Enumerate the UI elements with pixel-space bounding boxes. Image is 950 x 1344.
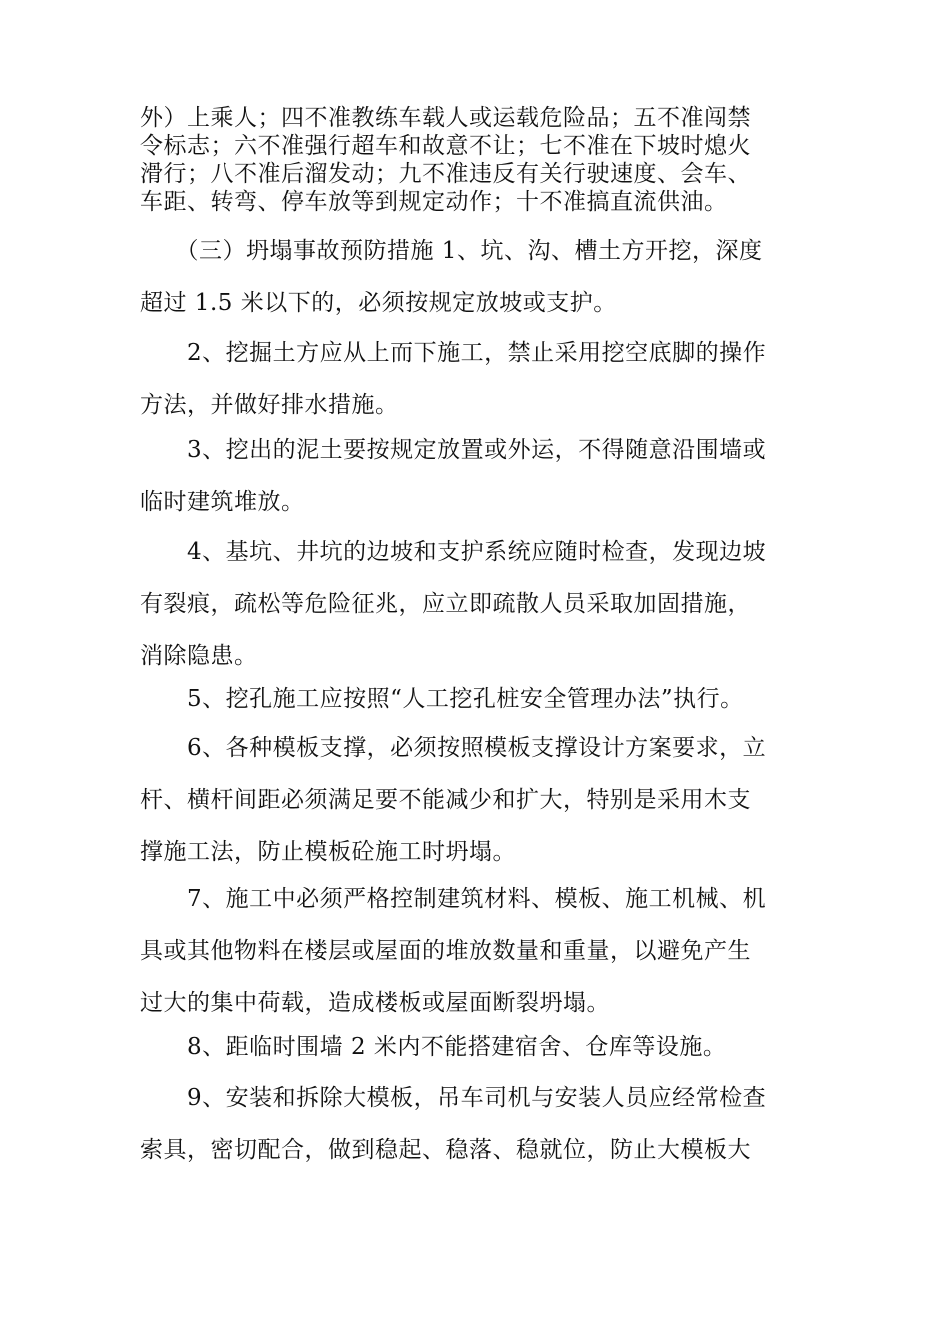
text-line: 外）上乘人；四不准教练车载人或运载危险品；五不准闯禁 xyxy=(140,105,751,131)
text-line: 令标志；六不准强行超车和故意不让；七不准在下坡时熄火 xyxy=(140,133,751,159)
paragraph-item-9 xyxy=(140,1072,830,1176)
text-line: （三）坍塌事故预防措施 1、坑、沟、槽土方开挖，深度 xyxy=(140,238,763,264)
paragraph-item-2 xyxy=(140,327,830,431)
text-line: 3、挖出的泥土要按规定放置或外运，不得随意沿围墙或 xyxy=(140,437,767,463)
paragraph-item-3 xyxy=(140,424,830,528)
continued-paragraph xyxy=(140,104,830,216)
text-line: 车距、转弯、停车放等到规定动作；十不准搞直流供油。 xyxy=(140,189,728,215)
text-line: 2、挖掘土方应从上而下施工，禁止采用挖空底脚的操作 xyxy=(140,340,767,366)
text-line: 杆、横杆间距必须满足要不能减少和扩大，特别是采用木支 xyxy=(140,787,751,813)
text-line: 6、各种模板支撑，必须按照模板支撑设计方案要求，立 xyxy=(140,735,767,761)
paragraph-item-7 xyxy=(140,873,830,1029)
paragraph-item-8 xyxy=(140,1021,830,1073)
text-line: 方法，并做好排水措施。 xyxy=(140,392,399,418)
text-line: 具或其他物料在楼层或屋面的堆放数量和重量，以避免产生 xyxy=(140,938,751,964)
text-line: 滑行；八不准后溜发动；九不准违反有关行驶速度、会车、 xyxy=(140,161,751,187)
text-line: 超过 1.5 米以下的，必须按规定放坡或支护。 xyxy=(140,290,617,316)
text-line: 消除隐患。 xyxy=(140,643,258,669)
text-line: 索具，密切配合，做到稳起、稳落、稳就位，防止大模板大 xyxy=(140,1137,751,1163)
text-line: 8、距临时围墙 2 米内不能搭建宿舍、仓库等设施。 xyxy=(140,1034,727,1060)
text-line: 撑施工法，防止模板砼施工时坍塌。 xyxy=(140,839,516,865)
text-line: 5、挖孔施工应按照“人工挖孔桩安全管理办法”执行。 xyxy=(140,686,744,712)
text-line: 过大的集中荷载，造成楼板或屋面断裂坍塌。 xyxy=(140,990,610,1016)
paragraph-item-4 xyxy=(140,526,830,682)
text-line: 9、安装和拆除大模板，吊车司机与安装人员应经常检查 xyxy=(140,1085,767,1111)
text-line: 4、基坑、井坑的边坡和支护系统应随时检查，发现边坡 xyxy=(140,539,767,565)
text-line: 有裂痕，疏松等危险征兆，应立即疏散人员采取加固措施， xyxy=(140,591,751,617)
paragraph-item-5 xyxy=(140,673,830,725)
text-line: 临时建筑堆放。 xyxy=(140,489,305,515)
paragraph-collapse-prevention xyxy=(140,225,830,329)
paragraph-item-6 xyxy=(140,722,830,878)
text-line: 7、施工中必须严格控制建筑材料、模板、施工机械、机 xyxy=(140,886,767,912)
